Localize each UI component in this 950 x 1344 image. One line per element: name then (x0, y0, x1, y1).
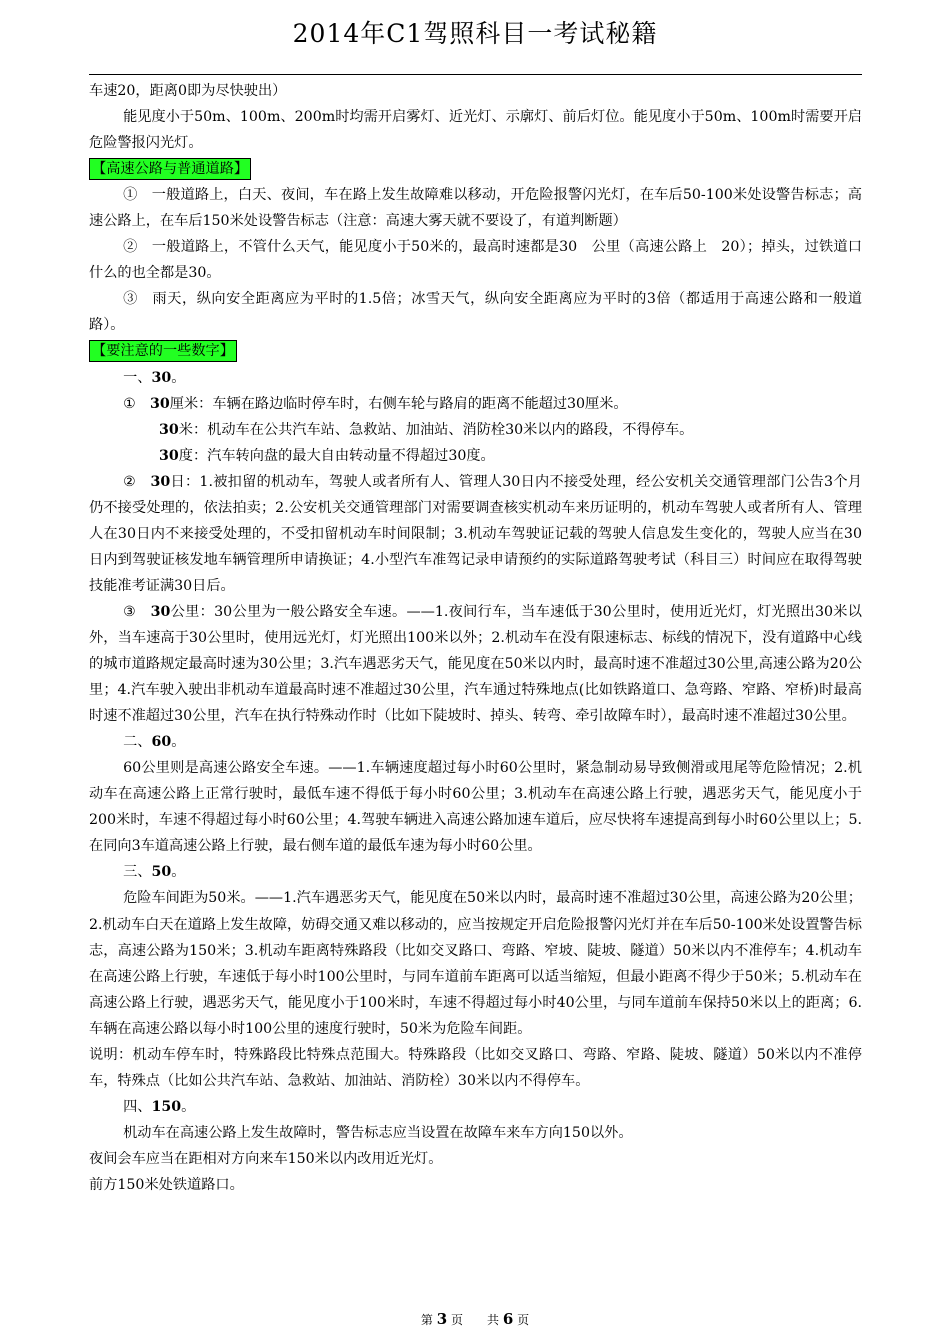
subsection-prefix: 二、 (123, 734, 152, 751)
subsection-title-60 (89, 729, 862, 755)
paragraph: 车速20，距离0即为尽快驶出） (89, 83, 287, 99)
item-marker: ① (123, 395, 150, 412)
list-item (89, 417, 862, 443)
footer-prefix: 第 (420, 1313, 433, 1327)
paragraph: 能见度小于50m、100m、200m时均需开启雾灯、近光灯、示廓灯、前后灯位。能见度小于50m、100m时需要开启危险警报闪光灯。 (89, 109, 862, 152)
paragraph: 前方150米处铁道路口。 (89, 1176, 244, 1193)
item-text: 日：1.被扣留的机动车，驾驶人或者所有人、管理人30日内不接受处理，经公安机关交通管理部门公告3个月仍不接受处理的，依法拍卖；2.公安机关交通管理部门对需要调查核实机动车来历证明的，机动车驾驶人或者所有人、管理人在30日内不来接受处理的，不受扣留机动车时间限制；3.机动车驾驶证记载的驾驶人信息发生变化的，驾驶人应当在30日内到驾驶证核发地车辆管理所申请换证；4.小型汽车准驾记录申请预约的实际道路驾驶考试（科目三）时间应在取得驾驶技能准考证满30日后。 (89, 473, 862, 594)
footer-suffix: 页 (517, 1313, 530, 1327)
document-title: 2014年C1驾照科目一考试秘籍 (292, 19, 658, 48)
subsection-prefix: 三、 (123, 864, 152, 881)
list-item (89, 443, 862, 469)
subsection-title-150 (89, 1094, 862, 1120)
paragraph: 危险车间距为50米。——1.汽车遇恶劣天气，能见度在50米以内时，最高时速不准超过30公里，高速公路为20公里；2.机动车白天在道路上发生故障，妨碍交通又难以移动的，应当按规定开启危险报警闪光灯并在车后50-100米处设置警告标志，高速公路为150米；3.机动车距离特殊路段（比如交叉路口、弯路、窄坡、陡坡、隧道）50米以内不准停车；4.机动车在高速公路上行驶，车速低于每小时100公里时，与同车道前车距离可以适当缩短，但最小距离不得少于50米；5.机动车在高速公路上行驶，遇恶劣天气，能见度小于100米时，车速不得超过每小时40公里，与同车道前车保持50米以上的距离；6.车辆在高速公路以每小时100公里的速度行驶时，50米为危险车间距。 (89, 890, 862, 1037)
current-page-number: 3 (436, 1310, 448, 1328)
document-body (89, 78, 862, 1198)
paragraph: 夜间会车应当在距相对方向来车150米以内改用近光灯。 (89, 1150, 443, 1167)
item-text: 米：机动车在公共汽车站、急救站、加油站、消防栓30米以内的路段，不得停车。 (178, 421, 694, 438)
list-item: ① 一般道路上，白天、夜间，车在路上发生故障难以移动，开危险报警闪光灯，在车后50-100米处设警告标志；高速公路上，在车后150米处设警告标志（注意：高速大雾天就不要设了，有道判断题） (89, 187, 862, 230)
subsection-suffix: 。 (171, 734, 186, 751)
list-item (89, 599, 862, 729)
item-text: 度：汽车转向盘的最大自由转动量不得超过30度。 (178, 447, 495, 464)
footer-mid: 页 共 (450, 1313, 499, 1327)
section-heading-numbers (89, 338, 862, 364)
note-paragraph: 说明：机动车停车时，特殊路段比特殊点范围大。特殊路段（比如交叉路口、弯路、窄路、陡坡、隧道）50米以内不准停车，特殊点（比如公共汽车站、急救站、加油站、消防栓）30米以内不得停车。 (89, 1046, 862, 1089)
page-footer (0, 1310, 950, 1328)
subsection-suffix: 。 (171, 369, 186, 386)
subsection-number: 30 (151, 369, 172, 386)
list-item: ② 一般道路上，不管什么天气，能见度小于50米的，最高时速都是30 公里（高速公路上 20）；掉头，过铁道口什么的也全都是30。 (89, 239, 862, 282)
item-text: 厘米：车辆在路边临时停车时，右侧车轮与路肩的距离不能超过30厘米。 (169, 395, 628, 412)
item-number: 30 (159, 447, 179, 464)
total-pages-number: 6 (502, 1310, 514, 1328)
subsection-number: 60 (151, 734, 172, 751)
subsection-suffix: 。 (171, 864, 186, 881)
item-number: 30 (159, 421, 179, 438)
subsection-prefix: 一、 (123, 369, 152, 386)
paragraph: 机动车在高速公路上发生故障时，警告标志应当设置在故障车来车方向150以外。 (123, 1124, 633, 1141)
subsection-number: 150 (151, 1098, 182, 1115)
paragraph: 60公里则是高速公路安全车速。——1.车辆速度超过每小时60公里时，紧急制动易导致侧滑或甩尾等危险情况；2.机动车在高速公路上正常行驶时，最低车速不得低于每小时60公里；3.机动车在高速公路上行驶，遇恶劣天气，能见度小于200米时，车速不得超过每小时60公里；4.驾驶车辆进入高速公路加速车道后，应尽快将车速提高到每小时60公里以上；5.在同向3车道高速公路上行驶，最右侧车道的最低车速为每小时60公里。 (89, 760, 862, 855)
item-text: 公里：30公里为一般公路安全车速。——1.夜间行车，当车速低于30公里时，使用近光灯，灯光照出30米以外，当车速高于30公里时，使用远光灯，灯光照出100米以外；2.机动车在没有限速标志、标线的情况下，没有道路中心线的城市道路规定最高时速为30公里；3.汽车遇恶劣天气，能见度在50米以内时，最高时速不准超过30公里,高速公路为20公里；4.汽车驶入驶出非机动车道最高时速不准超过30公里，汽车通过特殊地点(比如铁路道口、急弯路、窄路、窄桥)时最高时速不准超过30公里，汽车在执行特殊动作时（比如下陡坡时、掉头、转弯、牵引故障车时），最高时速不准超过30公里。 (89, 603, 862, 725)
list-item: ③ 雨天，纵向安全距离应为平时的1.5倍；冰雪天气，纵向安全距离应为平时的3倍（都适用于高速公路和一般道路）。 (89, 291, 862, 334)
item-marker: ② (123, 473, 151, 490)
header-divider (89, 74, 862, 75)
subsection-suffix: 。 (181, 1098, 196, 1115)
item-number: 30 (150, 395, 170, 412)
subsection-title-30 (89, 365, 862, 391)
highlighted-heading: 【高速公路与普通道路】 (89, 158, 251, 180)
subsection-prefix: 四、 (123, 1098, 152, 1115)
section-heading-highway (89, 156, 862, 182)
item-number: 30 (150, 473, 171, 490)
subsection-title-50 (89, 859, 862, 885)
list-item (89, 469, 862, 599)
item-marker: ③ (123, 603, 151, 620)
highlighted-heading: 【要注意的一些数字】 (89, 340, 237, 362)
list-item (89, 391, 862, 417)
subsection-number: 50 (151, 864, 172, 881)
item-number: 30 (150, 603, 171, 620)
